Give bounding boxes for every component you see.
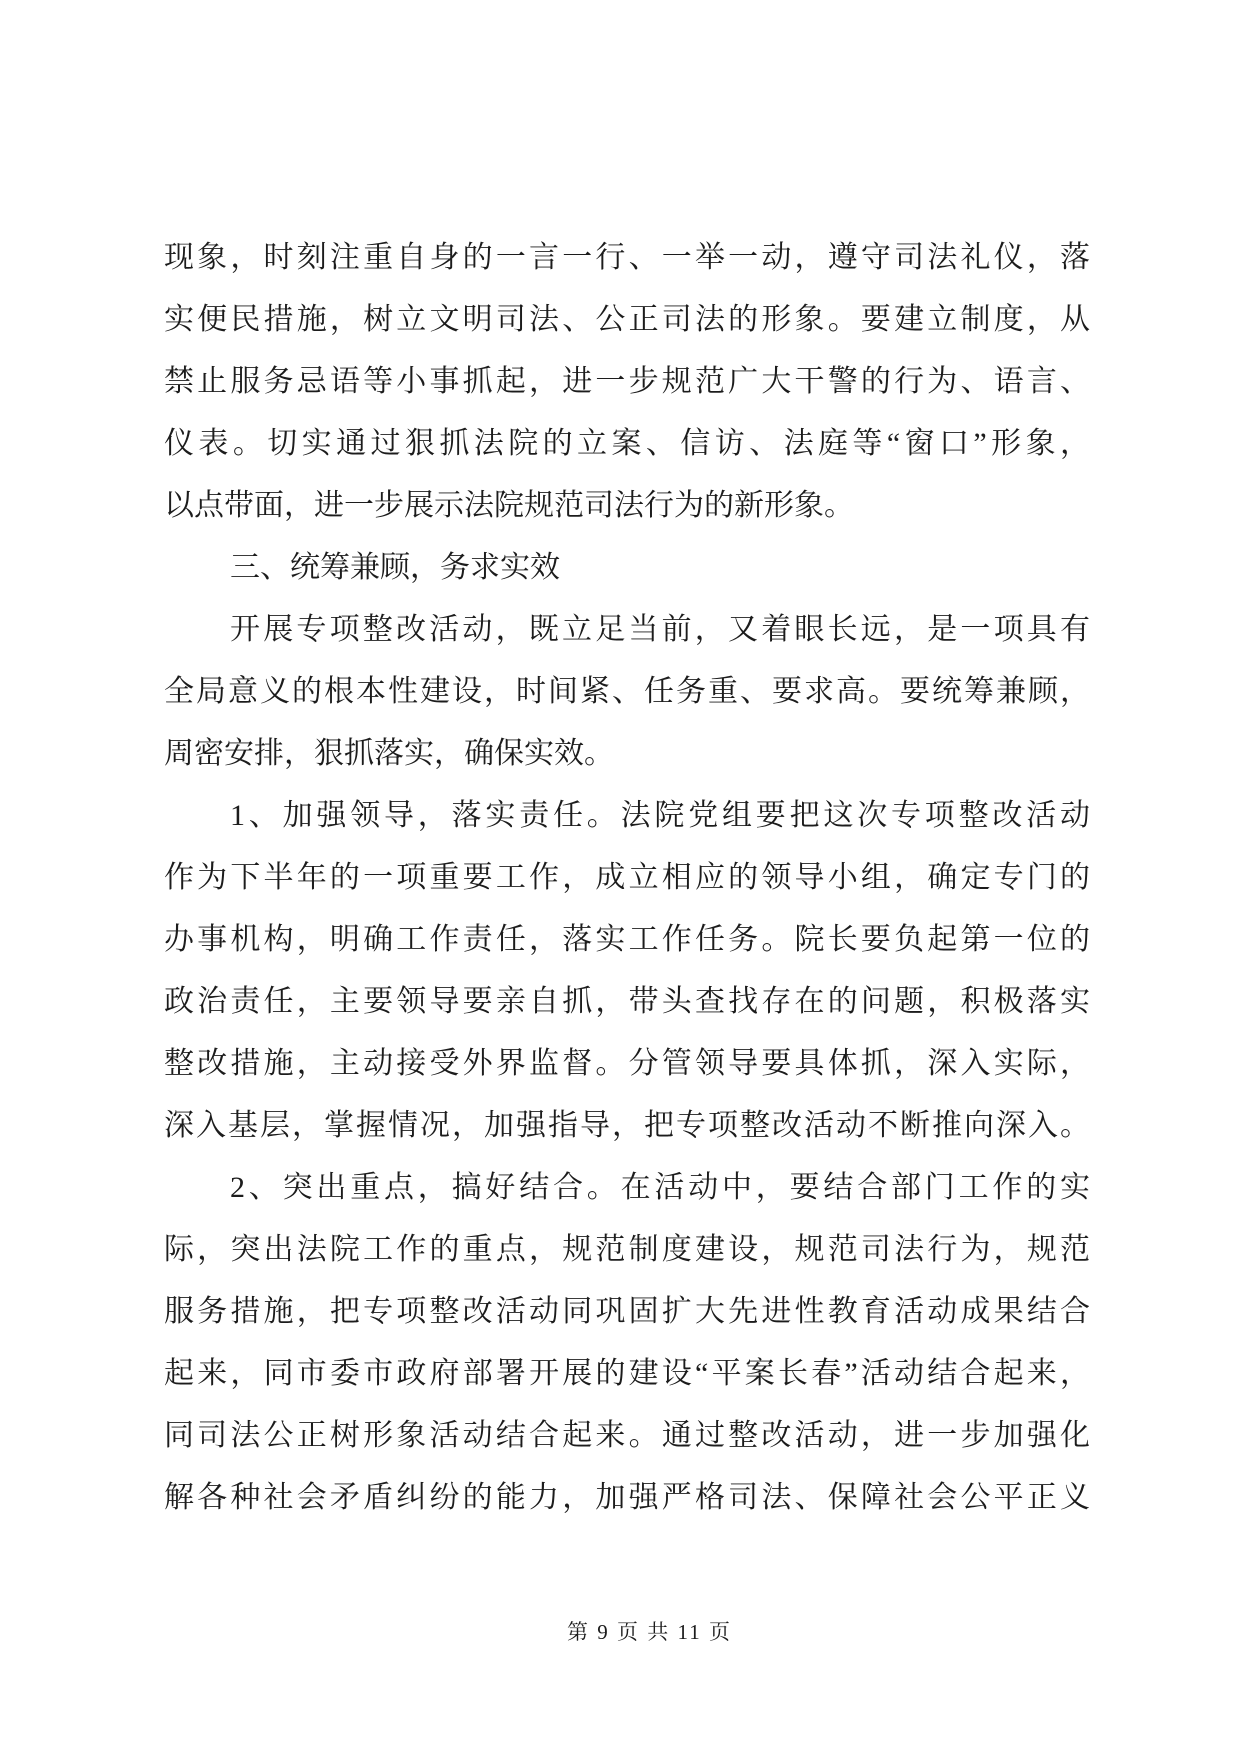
text-line: 办事机构，明确工作责任，落实工作任务。院长要负起第一位的 <box>164 923 1090 956</box>
text-line: 开展专项整改活动，既立足当前，又着眼长远，是一项具有 <box>230 613 1090 646</box>
section-heading: 三、统筹兼顾，务求实效 <box>230 551 560 584</box>
text-body <box>164 227 1090 1529</box>
text-line: 周密安排，狠抓落实，确保实效。 <box>164 737 614 770</box>
list-item-1-line: 1、加强领导，落实责任。法院党组要把这次专项整改活动 <box>230 799 1090 832</box>
text-line: 深入基层，掌握情况，加强指导，把专项整改活动不断推向深入。 <box>164 1109 1090 1142</box>
text-line: 以点带面，进一步展示法院规范司法行为的新形象。 <box>164 489 854 522</box>
text-line: 政治责任，主要领导要亲自抓，带头查找存在的问题，积极落实 <box>164 985 1090 1018</box>
list-item-2-line: 2、突出重点，搞好结合。在活动中，要结合部门工作的实 <box>230 1171 1090 1204</box>
page-footer <box>58 1612 1241 1652</box>
text-line: 作为下半年的一项重要工作，成立相应的领导小组，确定专门的 <box>164 861 1090 894</box>
text-line: 实便民措施，树立文明司法、公正司法的形象。要建立制度，从 <box>164 303 1090 336</box>
text-line: 现象，时刻注重自身的一言一行、一举一动，遵守司法礼仪，落 <box>164 241 1090 274</box>
text-line: 禁止服务忌语等小事抓起，进一步规范广大干警的行为、语言、 <box>164 365 1090 398</box>
text-line: 整改措施，主动接受外界监督。分管领导要具体抓，深入实际， <box>164 1047 1090 1080</box>
text-line: 际，突出法院工作的重点，规范制度建设，规范司法行为，规范 <box>164 1233 1090 1266</box>
text-line: 服务措施，把专项整改活动同巩固扩大先进性教育活动成果结合 <box>164 1295 1090 1328</box>
text-line: 全局意义的根本性建设，时间紧、任务重、要求高。要统筹兼顾， <box>164 675 1090 708</box>
page-number: 第 9 页 共 11 页 <box>567 1620 732 1644</box>
text-line: 同司法公正树形象活动结合起来。通过整改活动，进一步加强化 <box>164 1419 1090 1452</box>
text-line: 仪表。切实通过狠抓法院的立案、信访、法庭等“窗口”形象， <box>164 427 1090 460</box>
text-line: 解各种社会矛盾纠纷的能力，加强严格司法、保障社会公平正义 <box>164 1481 1090 1514</box>
text-line: 起来，同市委市政府部署开展的建设“平案长春”活动结合起来， <box>164 1357 1090 1390</box>
